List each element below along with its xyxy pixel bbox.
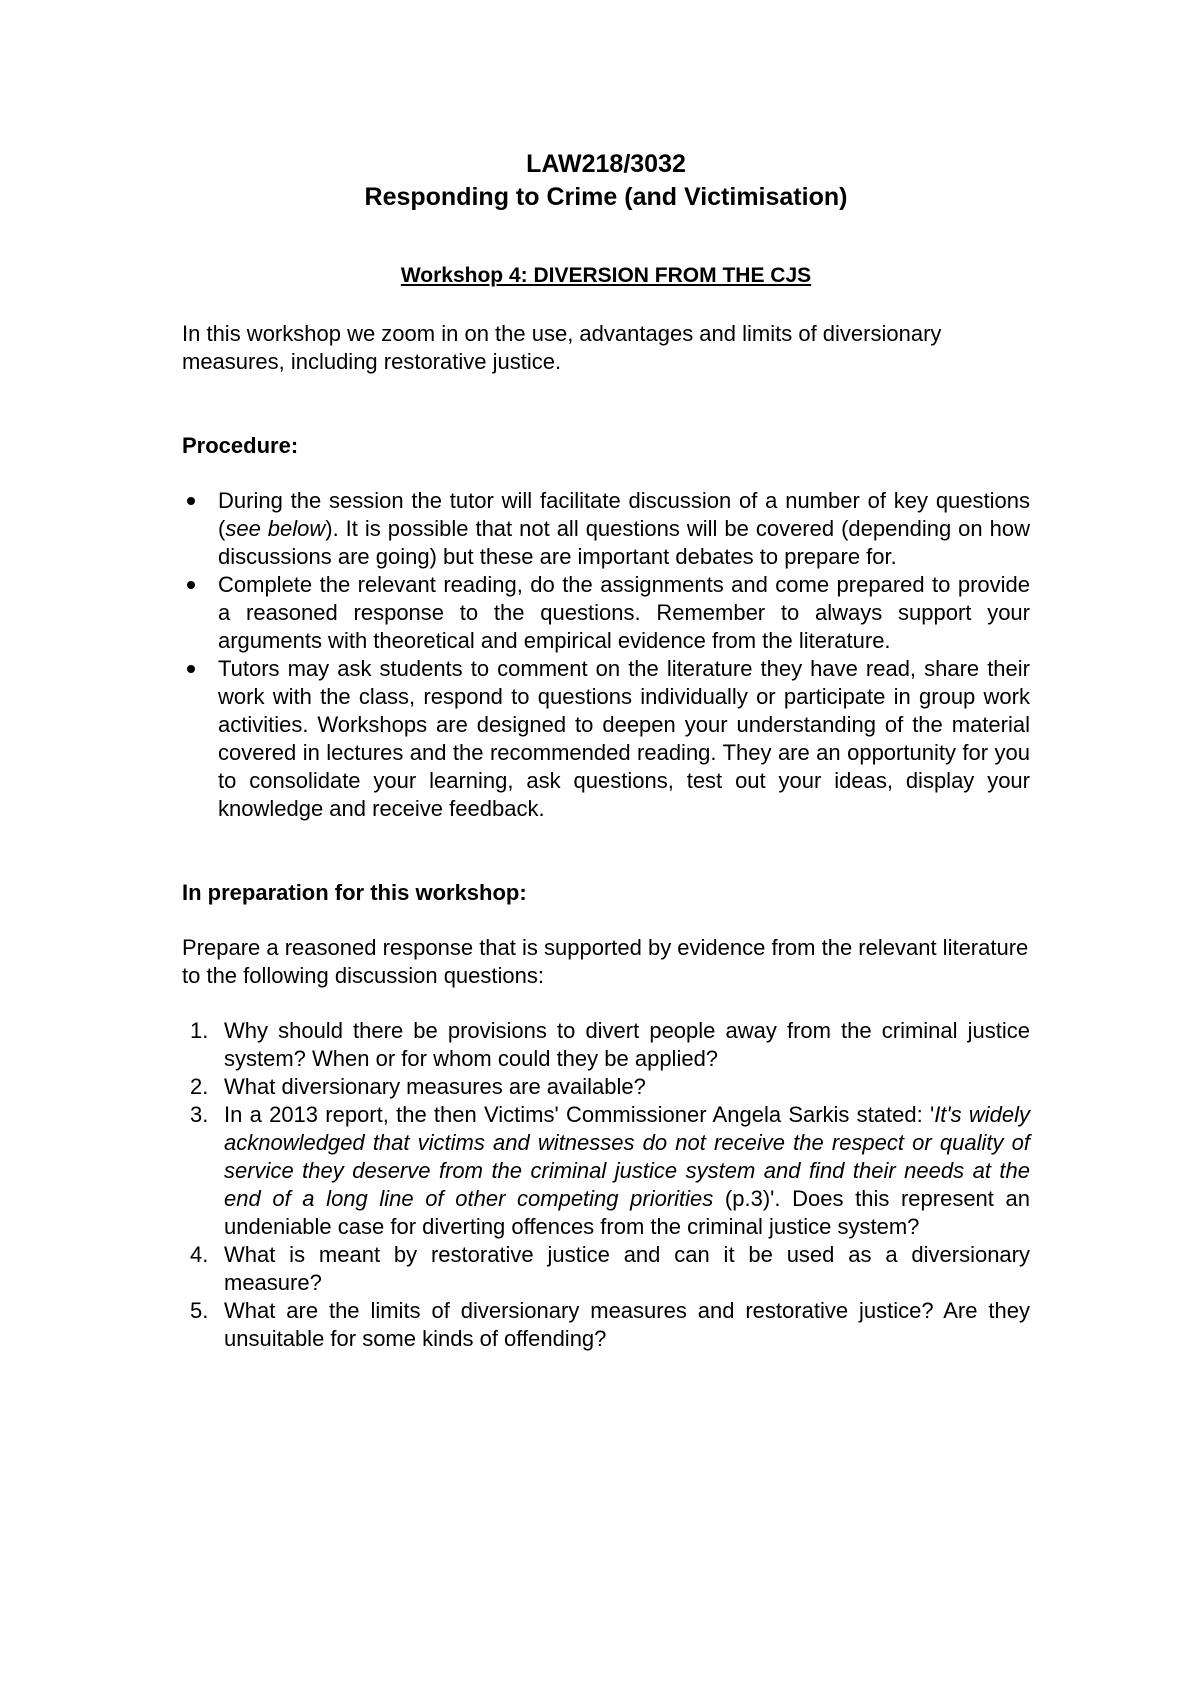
- preparation-heading: In preparation for this workshop:: [182, 880, 527, 905]
- question-quote: It's widely acknowledged that victims and witnesses do not receive the respect or quality of service they deserve from the criminal justice system and find their needs at the end of a long line of other competing priorities: [224, 1102, 1030, 1211]
- question-text: What diversionary measures are available?: [224, 1074, 646, 1099]
- question-number: 5.: [190, 1298, 209, 1323]
- question-number: 2.: [190, 1074, 209, 1099]
- question-item: [182, 1241, 1030, 1297]
- discussion-questions: [182, 1017, 1030, 1353]
- procedure-item-text: Tutors may ask students to comment on the literature they have read, share their work with the class, respond to questions individually or participate in group work activities. Workshops are designed to deepen your understanding of the material covered in lectures and the recommended reading. They are an opportunity for you to consolidate your learning, ask questions, test out your ideas, display your knowledge and receive feedback.: [218, 656, 1030, 821]
- procedure-item-italic: see below: [225, 516, 326, 541]
- procedure-item-text: Complete the relevant reading, do the assignments and come prepared to provide a reasoned response to the questions. Remember to always support your arguments with theoretical and empirical evidence from the literature.: [218, 572, 1030, 653]
- question-text: Why should there be provisions to divert people away from the criminal justice system? When or for whom could they be applied?: [224, 1018, 1030, 1071]
- question-item: [182, 1073, 1030, 1101]
- question-item: [182, 1017, 1030, 1073]
- question-item: [182, 1297, 1030, 1353]
- question-text-before: In a 2013 report, the then Victims' Commissioner Angela Sarkis stated: ': [224, 1102, 935, 1127]
- workshop-intro: In this workshop we zoom in on the use, advantages and limits of diversionary measures, including restorative justice.: [182, 321, 942, 374]
- bullet-icon: [187, 665, 195, 673]
- procedure-item: [182, 571, 1030, 655]
- procedure-list: [182, 487, 1030, 823]
- question-number: 3.: [190, 1102, 209, 1127]
- bullet-icon: [187, 497, 195, 505]
- course-title: Responding to Crime (and Victimisation): [364, 183, 848, 211]
- question-number: 4.: [190, 1242, 209, 1267]
- question-text: What are the limits of diversionary measures and restorative justice? Are they unsuitable for some kinds of offending?: [224, 1298, 1030, 1351]
- question-text-after: (p.3)'. Does this represent an undeniable case for diverting offences from the criminal justice system?: [224, 1186, 1030, 1239]
- workshop-heading: [182, 262, 1030, 290]
- question-item: [182, 1101, 1030, 1241]
- question-text: What is meant by restorative justice and can it be used as a diversionary measure?: [224, 1242, 1030, 1295]
- procedure-item-text-before: During the session the tutor will facilitate discussion of a number of key questions (: [218, 488, 1030, 541]
- bullet-icon: [187, 581, 195, 589]
- workshop-heading-text: Workshop 4: DIVERSION FROM THE CJS: [400, 264, 812, 287]
- procedure-item: [182, 487, 1030, 571]
- procedure-item: [182, 655, 1030, 823]
- question-number: 1.: [190, 1018, 209, 1043]
- procedure-item-text-after: ). It is possible that not all questions will be covered (depending on how discussions are going) but these are important debates to prepare for.: [218, 516, 1030, 569]
- procedure-heading: Procedure:: [182, 433, 299, 458]
- preparation-intro: Prepare a reasoned response that is supported by evidence from the relevant literature to the following discussion questions:: [182, 935, 1029, 988]
- course-code: LAW218/3032: [526, 150, 686, 178]
